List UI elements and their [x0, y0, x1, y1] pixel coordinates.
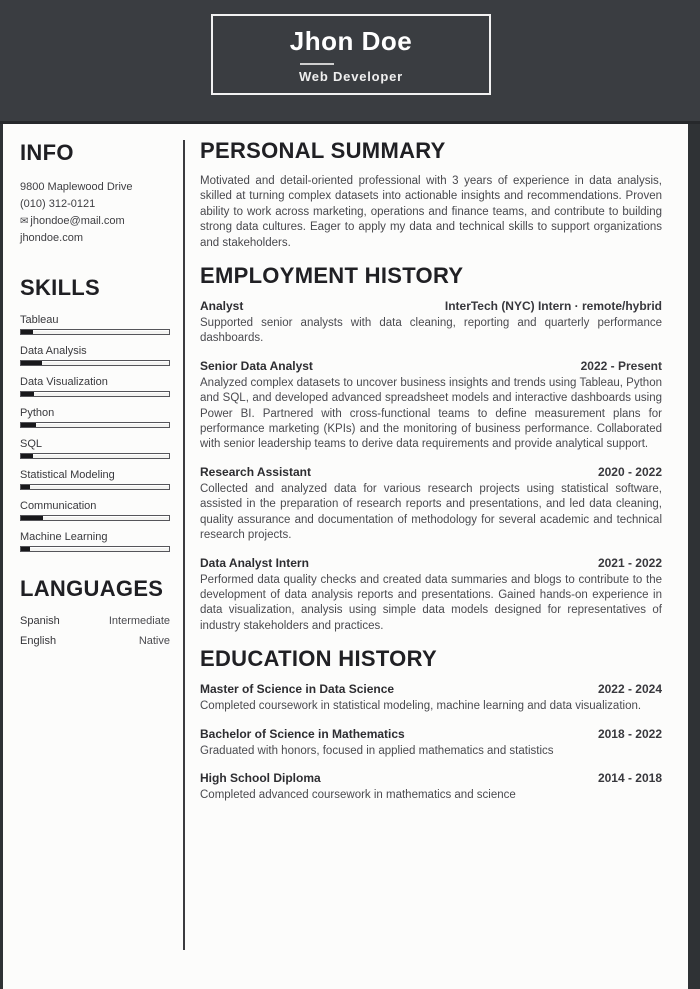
employment-heading: EMPLOYMENT HISTORY: [200, 263, 464, 289]
entry-description: Collected and analyzed data for various research projects using statistical software, assisted in the preparation of research reports and presentations, and led data cleaning, quality assurance and documentation of methodology for several academic and technical research projects.: [200, 482, 662, 542]
skill-bar-fill: [21, 485, 30, 489]
summary-section: [200, 138, 662, 251]
skill-bar: [20, 360, 170, 366]
skill-item: [20, 314, 170, 335]
language-name: English: [20, 635, 57, 648]
entry-description: Performed data quality checks and created data summaries and blogs to contribute to the development of data analysis reports and presentations. Gained hands-on experience in data visualization, analysis using simple data models designed for representatives of industry stakeholders and practices.: [200, 573, 662, 632]
language-row: [20, 615, 170, 627]
language-name: Spanish: [20, 615, 60, 628]
skill-label: Data Analysis: [20, 345, 87, 358]
entry-description: Completed advanced coursework in mathematics and science: [200, 788, 516, 801]
entry-meta: 2021 - 2022: [597, 555, 662, 570]
education-entry: [200, 727, 662, 759]
skill-item: [20, 376, 170, 397]
languages-heading: LANGUAGES: [20, 576, 164, 602]
info-section: [20, 140, 170, 247]
employment-section: [200, 263, 662, 634]
education-entry: [200, 771, 662, 803]
entry-head: [200, 299, 662, 313]
skills-heading: SKILLS: [20, 275, 101, 301]
header-banner: [0, 0, 700, 124]
entry-head: [200, 771, 662, 785]
skill-bar: [20, 546, 170, 552]
skill-label: Tableau: [20, 314, 59, 327]
entry-title: Senior Data Analyst: [200, 358, 313, 373]
main-column: [200, 138, 662, 815]
skill-item: [20, 500, 170, 521]
entry-title: Analyst: [200, 299, 244, 314]
name-divider: [300, 63, 334, 65]
skill-bar-fill: [21, 392, 34, 396]
skill-bar: [20, 391, 170, 397]
name-box: [211, 14, 491, 95]
entry-head: [200, 359, 662, 373]
skill-bar-fill: [21, 361, 42, 365]
address-line: 9800 Maplewood Drive: [20, 181, 133, 193]
skill-bar-fill: [21, 423, 36, 427]
entry-meta: 2020 - 2022: [597, 464, 662, 479]
entry-title: Data Analyst Intern: [200, 555, 309, 570]
skill-label: Statistical Modeling: [20, 469, 115, 482]
entry-title: Master of Science in Data Science: [200, 682, 395, 697]
entry-description: Completed coursework in statistical modeling, machine learning and data visualization.: [200, 700, 642, 713]
skill-label: Communication: [20, 500, 97, 513]
employment-entry: [200, 299, 662, 347]
mail-icon: ✉: [20, 216, 29, 228]
skill-label: Machine Learning: [20, 531, 108, 544]
skill-label: Python: [20, 407, 55, 420]
entry-meta: 2018 - 2022: [597, 726, 662, 741]
entry-meta: 2022 - 2024: [597, 682, 662, 697]
language-row: [20, 635, 170, 647]
person-name: Jhon Doe: [289, 25, 413, 56]
entry-meta: InterTech (NYC) Intern · remote/hybrid: [444, 299, 662, 314]
skill-bar-fill: [21, 454, 33, 458]
language-level: Intermediate: [108, 615, 170, 628]
entry-title: High School Diploma: [200, 770, 321, 785]
entry-title: Bachelor of Science in Mathematics: [200, 726, 405, 741]
entry-meta: 2022 - Present: [580, 358, 662, 373]
skill-bar: [20, 484, 170, 490]
column-divider: [183, 140, 185, 950]
employment-entry: [200, 359, 662, 453]
entry-head: [200, 682, 662, 696]
skill-bar-fill: [21, 547, 30, 551]
skill-label: Data Visualization: [20, 376, 108, 389]
skill-bar: [20, 515, 170, 521]
skill-bar-fill: [21, 330, 33, 334]
language-level: Native: [138, 635, 170, 648]
education-entry: [200, 682, 662, 714]
skill-item: [20, 345, 170, 366]
email-text: jhondoe@mail.com: [30, 215, 125, 228]
skill-bar: [20, 453, 170, 459]
skills-section: [20, 275, 170, 552]
employment-entry: [200, 465, 662, 544]
entry-head: [200, 727, 662, 741]
skill-item: [20, 531, 170, 552]
skill-item: [20, 469, 170, 490]
skill-label: SQL: [20, 438, 43, 451]
entry-meta: 2014 - 2018: [597, 770, 662, 785]
skill-bar: [20, 422, 170, 428]
entry-description: Analyzed complex datasets to uncover business insights and trends using Tableau, Python and SQL, and developed advanced spreadsheet models and interactive dashboards using Power BI. Partnered with cross-functional teams to define measurement plans for performance marketing (KPIs) and the monitoring of business performance. Collaborated with senior leadership teams to derive data requirements and provide analytical support.: [200, 376, 662, 451]
languages-section: [20, 576, 170, 647]
education-section: [200, 646, 662, 803]
education-heading: EDUCATION HISTORY: [200, 646, 437, 672]
website-line: jhondoe.com: [20, 232, 83, 245]
entry-title: Research Assistant: [200, 464, 311, 479]
entry-head: [200, 556, 662, 570]
sidebar: [20, 140, 170, 655]
skill-item: [20, 407, 170, 428]
info-heading: INFO: [20, 140, 74, 165]
summary-heading: PERSONAL SUMMARY: [200, 138, 446, 163]
entry-description: Graduated with honors, focused in applied mathematics and statistics: [200, 744, 554, 757]
skill-item: [20, 438, 170, 459]
entry-head: [200, 465, 662, 479]
job-title: Web Developer: [298, 68, 404, 84]
employment-entry: [200, 556, 662, 635]
entry-description: Supported senior analysts with data cleaning, reporting and quarterly performance dashboards.: [200, 317, 662, 345]
contact-info: [20, 179, 170, 247]
skill-bar: [20, 329, 170, 335]
skill-bar-fill: [21, 516, 43, 520]
phone-line: (010) 312-0121: [20, 198, 96, 211]
summary-text: Motivated and detail-oriented professional with 3 years of experience in data analysis, skilled at turning complex datasets into actionable insights and recommendations. Proven ability to work across marketing, operations and finance teams, and contribute to building strong data cultures. Eager to apply my data and technical skills to support organizations and stakeholders.: [200, 175, 662, 249]
email-line: [20, 213, 170, 230]
